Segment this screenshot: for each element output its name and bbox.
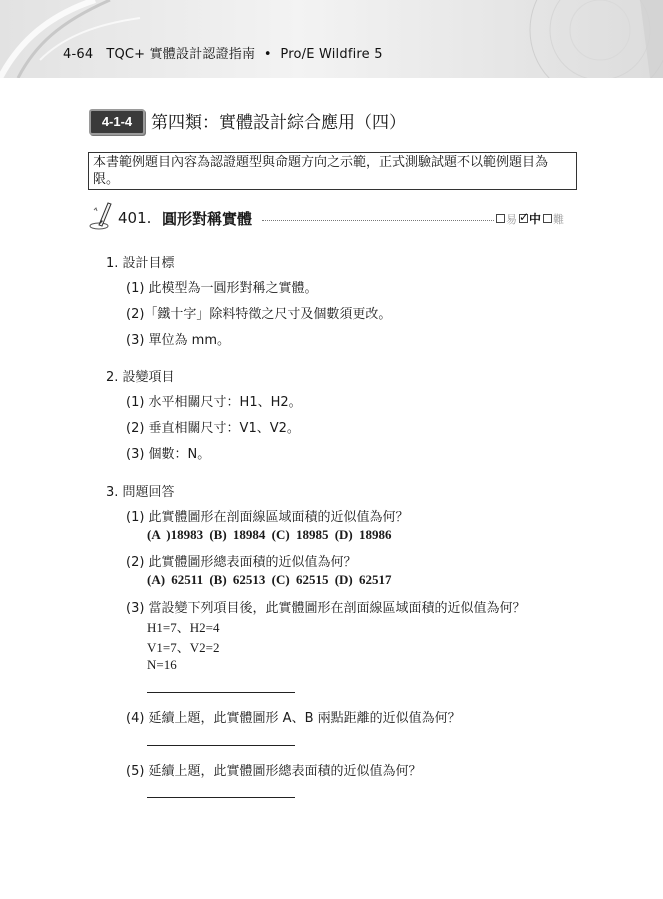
page-number: 4-64 <box>63 47 94 62</box>
design-change-item: (2) 垂直相關尺寸：V1、V2。 <box>126 421 300 436</box>
difficulty-checkbox-medium <box>519 214 528 223</box>
leader-dots <box>262 220 494 221</box>
question-3-text: (3) 當設變下列項目後，此實體圖形在剖面線區域面積的近似值為何？ <box>126 601 526 616</box>
question-2-text: (2) 此實體圖形總表面積的近似值為何？ <box>126 555 357 570</box>
section-title: 第四類：實體設計綜合應用（四） <box>151 113 406 133</box>
decorative-swirl-graphic <box>0 0 663 78</box>
disclaimer-note: 本書範例題目內容為認證題型與命題方向之示範，正式測驗試題不以範例題目為限。 <box>88 152 577 190</box>
question-1-text: (1) 此實體圖形在剖面線區域面積的近似值為何？ <box>126 510 409 525</box>
header-bullet: • <box>263 47 272 62</box>
design-change-item: (3) 個數：N。 <box>126 447 211 462</box>
difficulty-label-hard: 難 <box>553 212 565 226</box>
design-changes-heading: 2. 設變項目 <box>106 370 175 385</box>
answer-blank-3 <box>147 692 295 693</box>
question-1-options: (A )18983 (B) 18984 (C) 18985 (D) 18986 <box>147 527 392 542</box>
difficulty-label-easy: 易 <box>506 212 517 226</box>
answer-blank-4 <box>147 745 295 746</box>
page-header <box>0 0 663 78</box>
difficulty-checkbox-hard <box>543 214 552 223</box>
questions-heading: 3. 問題回答 <box>106 485 175 500</box>
question-number: 401. <box>118 209 152 227</box>
question-5-text: (5) 延續上題，此實體圖形總表面積的近似值為何？ <box>126 764 422 779</box>
difficulty-label-medium: 中 <box>529 212 542 226</box>
design-goal-heading: 1. 設計目標 <box>106 256 175 271</box>
design-change-item: (1) 水平相關尺寸：H1、H2。 <box>126 395 302 410</box>
question-3-param: H1=7、H2=4 <box>147 620 220 635</box>
question-3-param: V1=7、V2=2 <box>147 640 220 655</box>
pen-icon <box>88 200 114 230</box>
question-title: 圓形對稱實體 <box>162 210 253 228</box>
difficulty-selector <box>496 210 566 227</box>
design-goal-item: (1) 此模型為一圓形對稱之實體。 <box>126 281 318 296</box>
question-2-options: (A) 62511 (B) 62513 (C) 62515 (D) 62517 <box>147 572 392 587</box>
section-number-badge <box>89 109 145 135</box>
question-4-text: (4) 延續上題，此實體圖形 A、B 兩點距離的近似值為何？ <box>126 711 461 726</box>
book-title: TQC+ 實體設計認證指南 <box>106 47 256 62</box>
answer-blank-5 <box>147 797 295 798</box>
design-goal-item: (2)「鐵十字」除料特徵之尺寸及個數須更改。 <box>126 307 392 322</box>
question-3-param: N=16 <box>147 657 177 672</box>
section-number: 4-1-4 <box>101 114 133 129</box>
header-running-title <box>63 43 383 62</box>
difficulty-checkbox-easy <box>496 214 505 223</box>
software-name: Pro/E Wildfire 5 <box>280 47 383 62</box>
design-goal-item: (3) 單位為 mm。 <box>126 333 231 348</box>
